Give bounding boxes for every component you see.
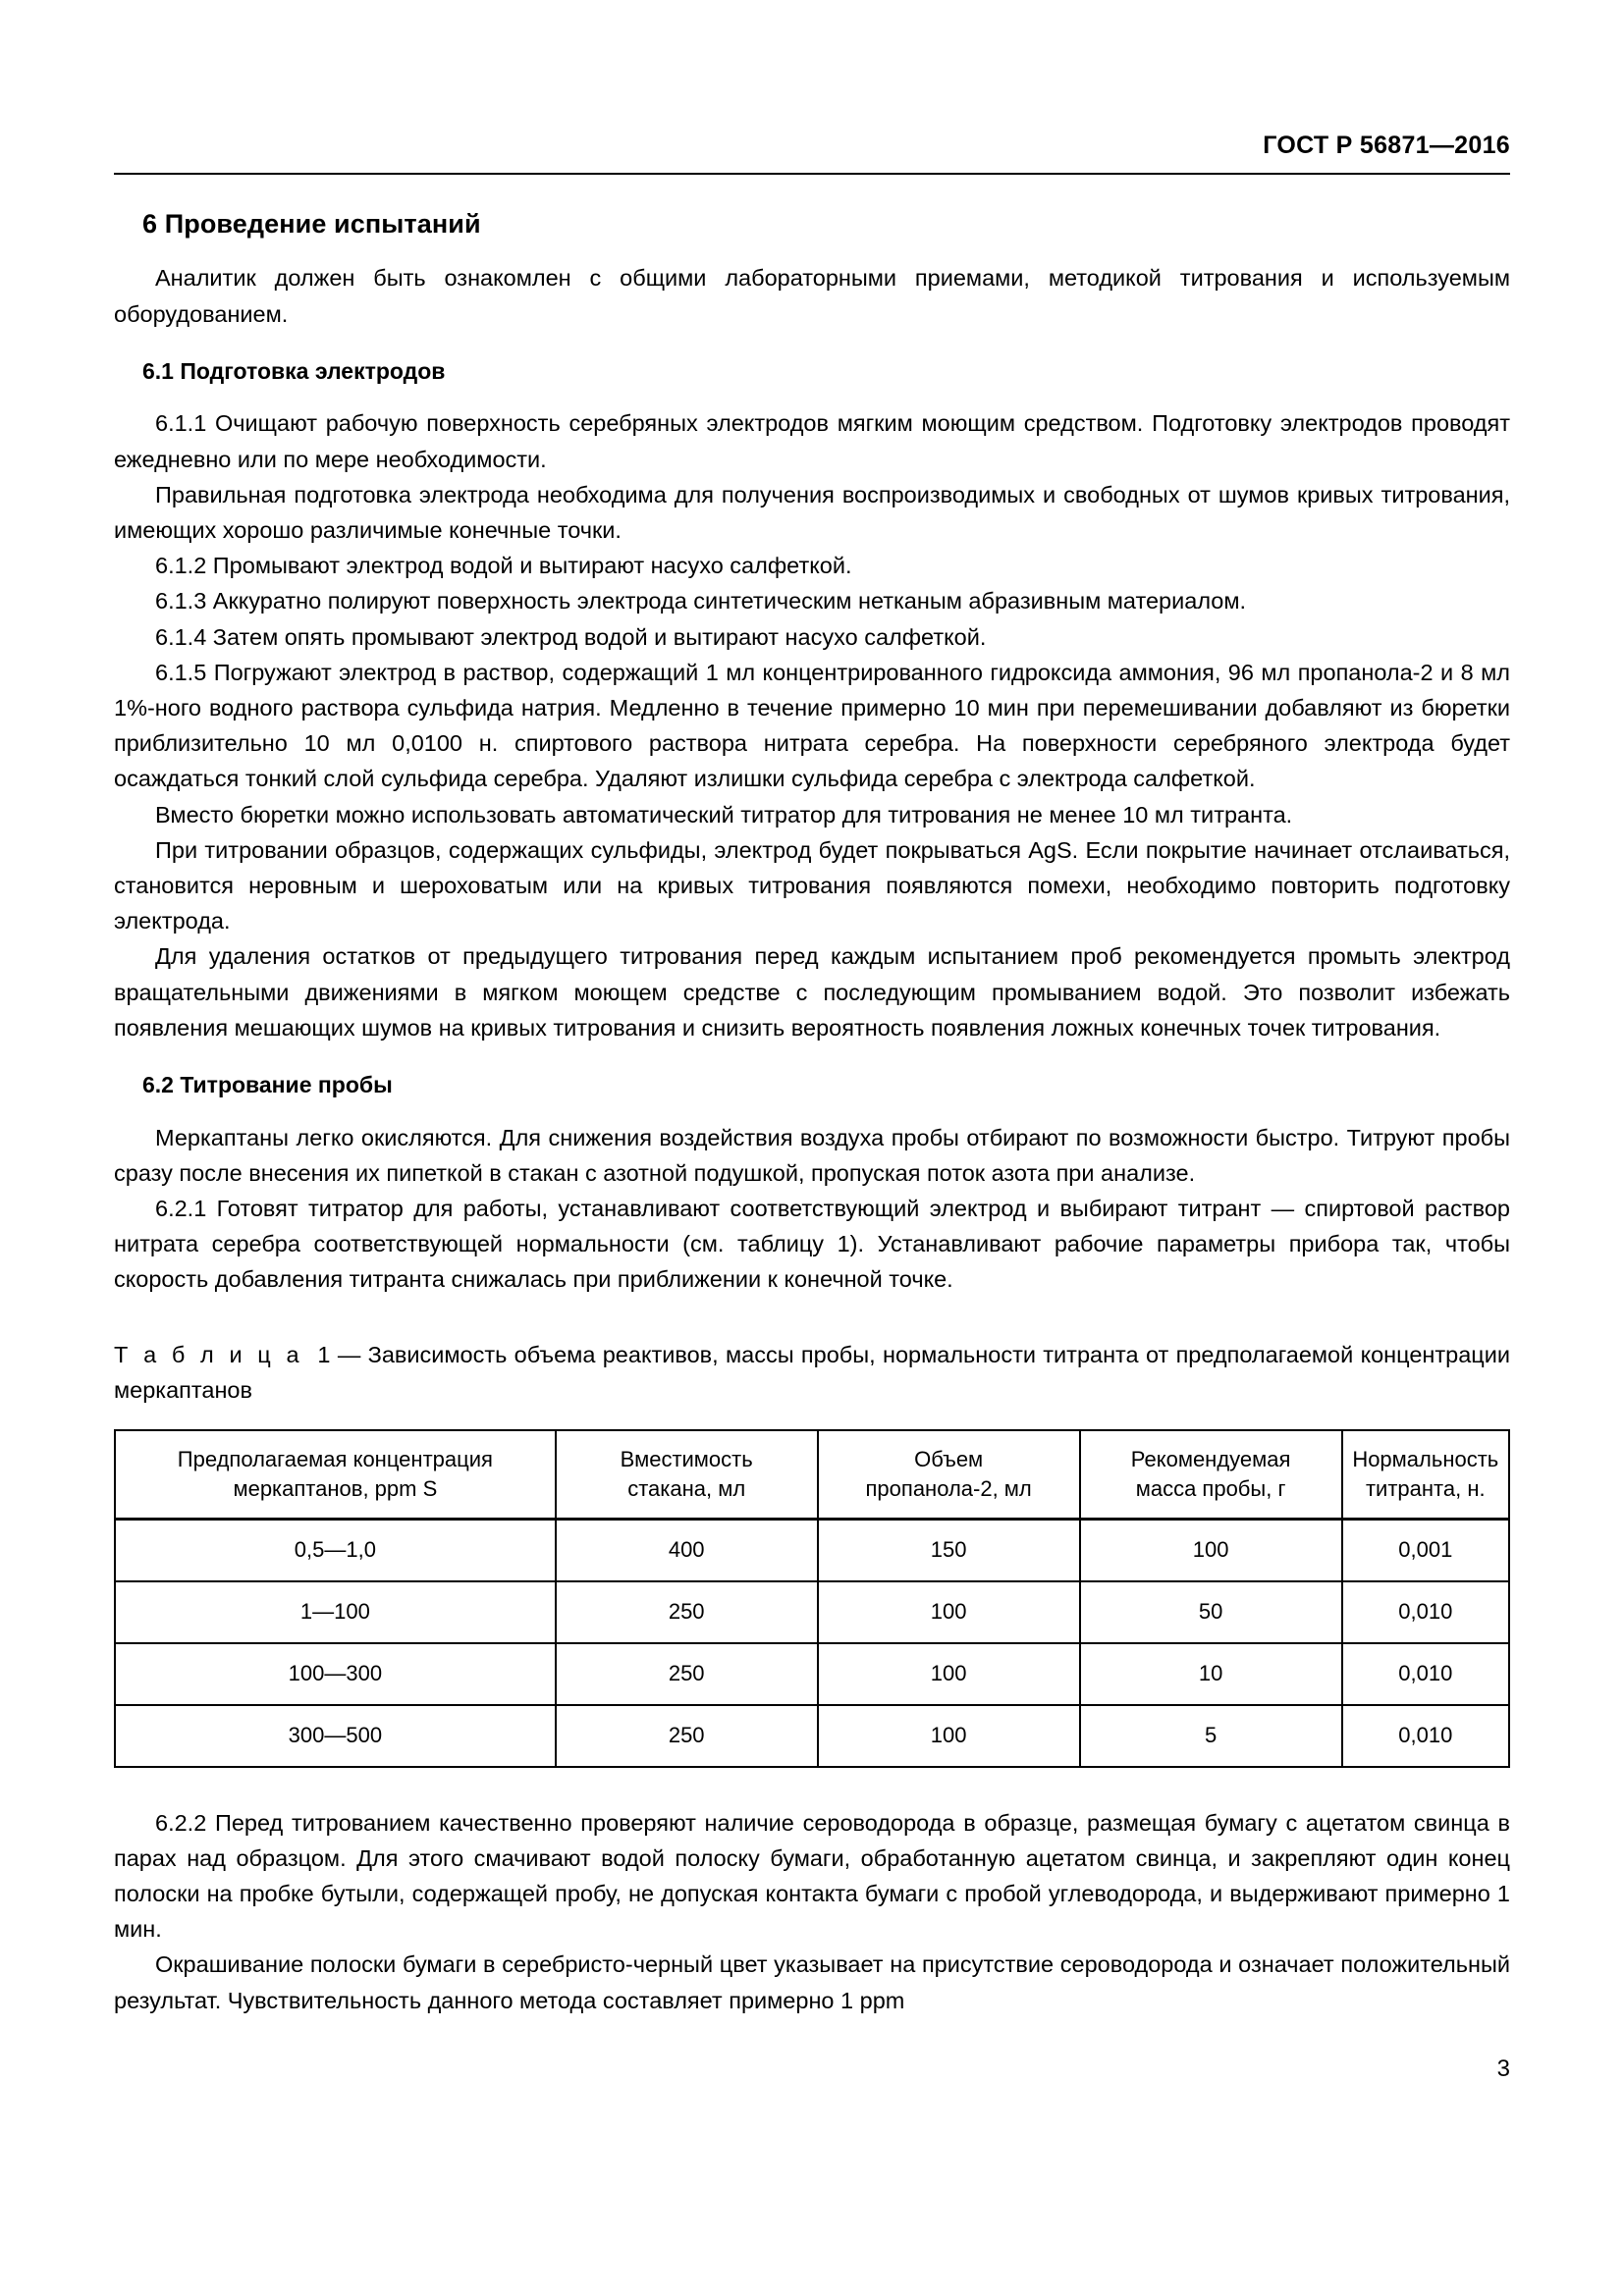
standard-number: ГОСТ Р 56871—2016 bbox=[1263, 132, 1510, 159]
header-line-1: Нормальность bbox=[1352, 1446, 1499, 1471]
table-header-cell-concentration bbox=[115, 1430, 556, 1520]
table-cell: 100 bbox=[818, 1705, 1080, 1767]
document-body bbox=[114, 194, 1510, 2018]
table-cell: 50 bbox=[1080, 1581, 1342, 1643]
table-cell: 5 bbox=[1080, 1705, 1342, 1767]
header-line-2: стакана, мл bbox=[627, 1475, 746, 1501]
table-header-cell-sample-mass bbox=[1080, 1430, 1342, 1520]
header-line-2: титранта, н. bbox=[1365, 1475, 1486, 1501]
table-cell: 0,010 bbox=[1342, 1643, 1509, 1705]
table-cell: 300—500 bbox=[115, 1705, 556, 1767]
header-line-1: Объем bbox=[914, 1446, 984, 1471]
table-cell: 100—300 bbox=[115, 1643, 556, 1705]
page-number: 3 bbox=[1496, 2056, 1510, 2082]
paragraph-6-2-intro: Меркаптаны легко окисляются. Для снижения воздействия воздуха пробы отбирают по возможности быстро. Титруют пробы сразу после внесения их пипеткой в стакан с азотной подушкой, пропуская поток азота при анализе. bbox=[114, 1124, 1510, 1186]
paragraph-6-2-2: 6.2.2 Перед титрованием качественно проверяют наличие сероводорода в образце, размещая бумагу с ацетатом свинца в парах над образцом. Для этого смачивают водой полоску бумаги, обработанную ацетатом свинца, и закрепляют один конец полоски на пробке бутыли, содержащей пробу, не допуская контакта бумаги с пробой углеводорода, и выдерживают примерно 1 мин. bbox=[114, 1809, 1510, 1943]
paragraph-6-1-3: 6.1.3 Аккуратно полируют поверхность электрода синтетическим нетканым абразивным материалом. bbox=[155, 588, 1247, 614]
header-line-2: меркаптанов, ppm S bbox=[233, 1475, 438, 1501]
table-row bbox=[115, 1643, 1509, 1705]
table-cell: 400 bbox=[556, 1519, 818, 1581]
header-line-2: пропанола-2, мл bbox=[865, 1475, 1032, 1501]
running-header bbox=[114, 133, 1510, 158]
table-header-cell-beaker-capacity bbox=[556, 1430, 818, 1520]
table-header-cell-titrant-normality bbox=[1342, 1430, 1509, 1520]
table-cell: 0,001 bbox=[1342, 1519, 1509, 1581]
table-row bbox=[115, 1581, 1509, 1643]
subsection-heading-6-2: 6.2 Титрование пробы bbox=[142, 1072, 393, 1098]
table-row bbox=[115, 1705, 1509, 1767]
table-row bbox=[115, 1519, 1509, 1581]
table-caption-label: Т а б л и ц а bbox=[114, 1341, 303, 1367]
table-cell: 250 bbox=[556, 1643, 818, 1705]
table-cell: 1—100 bbox=[115, 1581, 556, 1643]
section-heading-6: 6 Проведение испытаний bbox=[142, 209, 481, 239]
paragraph-6-1-1: 6.1.1 Очищают рабочую поверхность серебряных электродов мягким моющим средством. Подготовку электродов проводят ежедневно или по мере необходимости. bbox=[114, 410, 1510, 472]
table-caption-text: — Зависимость объема реактивов, массы пробы, нормальности титранта от предполагаемой концентрации меркаптанов bbox=[114, 1341, 1511, 1403]
header-line-2: масса пробы, г bbox=[1135, 1475, 1286, 1501]
table-cell: 100 bbox=[1080, 1519, 1342, 1581]
table-header-cell-propanol-volume bbox=[818, 1430, 1080, 1520]
paragraph-6-1-4: 6.1.4 Затем опять промывают электрод водой и вытирают насухо салфеткой. bbox=[155, 623, 987, 650]
table-caption bbox=[114, 1298, 1510, 1408]
header-line-1: Предполагаемая концентрация bbox=[177, 1446, 493, 1471]
table-cell: 10 bbox=[1080, 1643, 1342, 1705]
subsection-heading-6-1: 6.1 Подготовка электродов bbox=[142, 357, 446, 384]
header-line-1: Рекомендуемая bbox=[1130, 1446, 1291, 1471]
table-cell: 250 bbox=[556, 1581, 818, 1643]
paragraph-6-2-1: 6.2.1 Готовят титратор для работы, устанавливают соответствующий электрод и выбирают титрант — спиртовой раствор нитрата серебра соответствующей нормальности (см. таблицу 1). Устанавливают рабочие параметры прибора так, чтобы скорость добавления титранта снижалась при приближении к конечной точке. bbox=[114, 1196, 1510, 1293]
paragraph-6-1-5: 6.1.5 Погружают электрод в раствор, содержащий 1 мл концентрированного гидроксида аммония, 96 мл пропанола-2 и 8 мл 1%-ного водного раствора сульфида натрия. Медленно в течение примерно 10 мин при перемешивании добавляют из бюретки приблизительно 10 мл 0,0100 н. спиртового раствора нитрата серебра. На поверхности серебряного электрода будет осаждаться тонкий слой сульфида серебра. Удаляют излишки сульфида серебра с электрода салфеткой. bbox=[114, 659, 1510, 792]
table-cell: 0,010 bbox=[1342, 1705, 1509, 1767]
table-cell: 100 bbox=[818, 1643, 1080, 1705]
table-cell: 250 bbox=[556, 1705, 818, 1767]
table-1 bbox=[114, 1429, 1510, 1768]
table-cell: 0,010 bbox=[1342, 1581, 1509, 1643]
section-intro-paragraph: Аналитик должен быть ознакомлен с общими лабораторными приемами, методикой титрования и используемым оборудованием. bbox=[114, 265, 1510, 327]
header-line-1: Вместимость bbox=[620, 1446, 753, 1471]
paragraph-6-1-2: 6.1.2 Промывают электрод водой и вытирают насухо салфеткой. bbox=[155, 553, 852, 579]
table-cell: 150 bbox=[818, 1519, 1080, 1581]
table-cell: 100 bbox=[818, 1581, 1080, 1643]
table-header-row bbox=[115, 1430, 1509, 1520]
paragraph-6-1-note: Правильная подготовка электрода необходима для получения воспроизводимых и свободных от шумов кривых титрования, имеющих хорошо различимые конечные точки. bbox=[114, 481, 1510, 543]
table-cell: 0,5—1,0 bbox=[115, 1519, 556, 1581]
paragraph-6-1-burette-note: Вместо бюретки можно использовать автоматический титратор для титрования не менее 10 мл титранта. bbox=[155, 801, 1293, 828]
paragraph-6-1-cleaning-note: Для удаления остатков от предыдущего титрования перед каждым испытанием проб рекомендуется промыть электрод вращательными движениями в мягком моющем средстве с последующим промыванием водой. Это позволит избежать появления мешающих шумов на кривых титрования и снизить вероятность появления ложных конечных точек титрования. bbox=[114, 943, 1510, 1041]
paragraph-6-2-result: Окрашивание полоски бумаги в серебристо-черный цвет указывает на присутствие сероводорода и означает положительный результат. Чувствительность данного метода составляет примерно 1 ppm bbox=[114, 1951, 1510, 2013]
paragraph-6-1-ags-note: При титровании образцов, содержащих сульфиды, электрод будет покрываться AgS. Если покрытие начинает отслаиваться, становится неровным и шероховатым или на кривых титрования появляются помехи, необходимо повторить подготовку электрода. bbox=[114, 836, 1510, 934]
table-caption-number: 1 bbox=[317, 1341, 331, 1367]
header-rule bbox=[114, 173, 1510, 175]
